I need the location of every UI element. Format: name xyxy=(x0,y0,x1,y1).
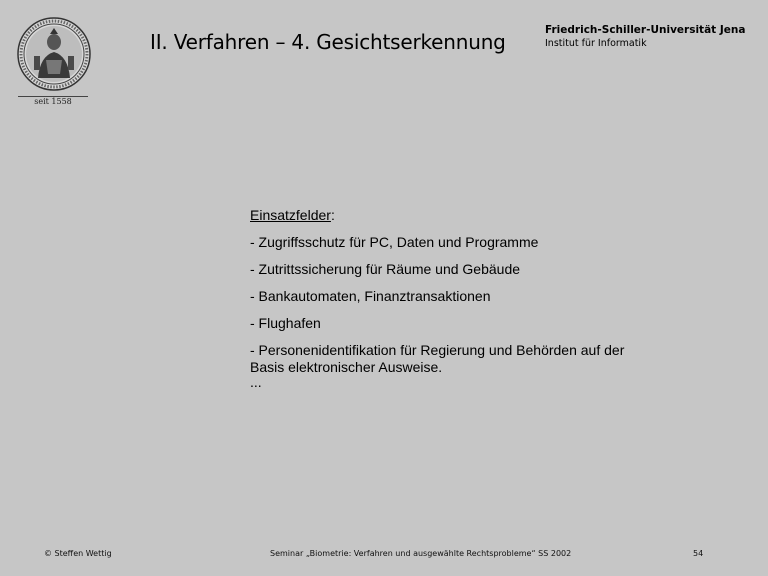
footer-seminar: Seminar „Biometrie: Verfahren und ausgewählte Rechtsprobleme“ SS 2002 xyxy=(270,549,572,558)
heading-word: Einsatzfelder xyxy=(250,207,331,223)
list-item: - Flughafen xyxy=(250,315,321,331)
slide-content xyxy=(250,207,650,388)
continuation-ellipsis: ... xyxy=(250,374,262,390)
list-item: - Bankautomaten, Finanztransaktionen xyxy=(250,288,491,304)
institute-name: Institut für Informatik xyxy=(545,38,647,49)
list-item: - Zutrittssicherung für Räume und Gebäude xyxy=(250,261,521,277)
page-number: 54 xyxy=(693,549,704,558)
slide-title: II. Verfahren – 4. Gesichtserkennung xyxy=(150,30,506,54)
seal-caption: seit 1558 xyxy=(34,97,72,106)
footer-copyright: © Steffen Wettig xyxy=(44,549,112,558)
heading-colon: : xyxy=(330,207,335,223)
university-seal-icon xyxy=(16,16,92,92)
university-name: Friedrich-Schiller-Universität Jena xyxy=(545,24,746,36)
list-item: - Zugriffsschutz für PC, Daten und Programme xyxy=(250,234,539,250)
content-heading xyxy=(250,207,650,224)
list-item: - Personenidentifikation für Regierung und Behörden auf der Basis elektronischer Ausweise. xyxy=(250,342,625,375)
